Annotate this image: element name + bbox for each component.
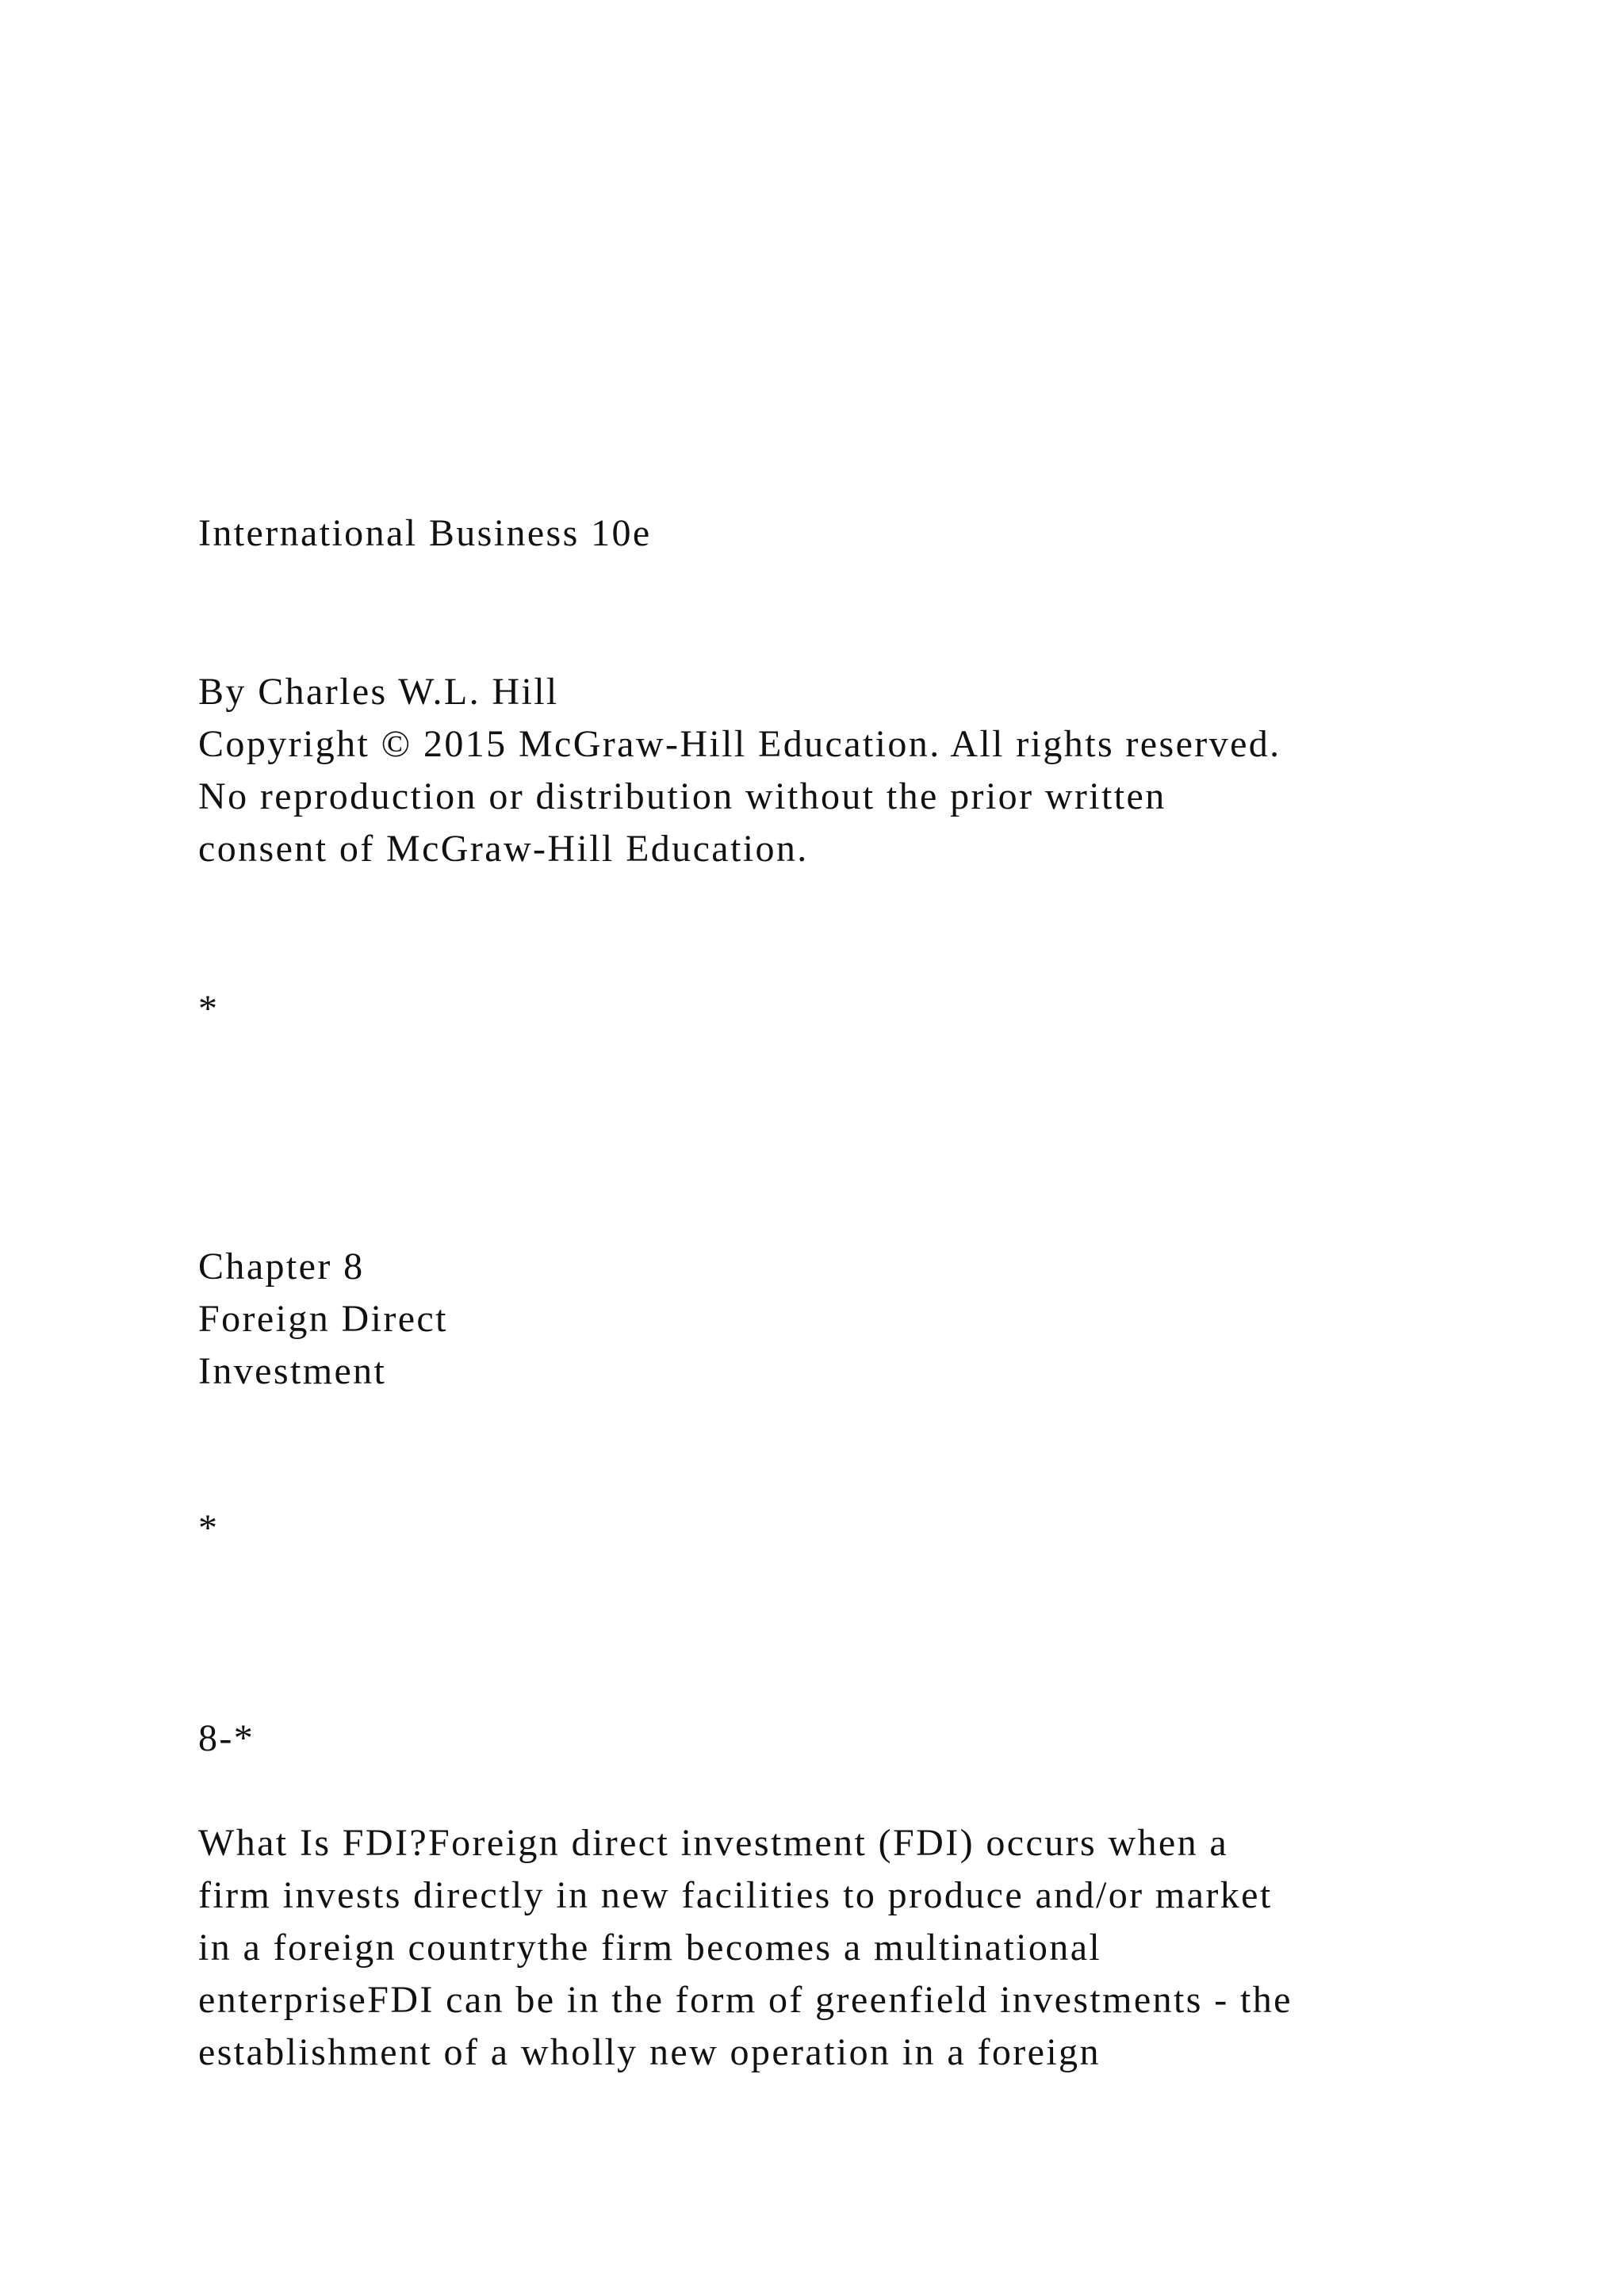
body-line-1: What Is FDI?Foreign direct investment (FDI) occurs when a bbox=[198, 1822, 1229, 1864]
copyright-line-3: consent of McGraw-Hill Education. bbox=[198, 828, 809, 870]
chapter-title-line-1: Foreign Direct bbox=[198, 1298, 448, 1340]
slide-number: 8-* bbox=[198, 1717, 255, 1759]
copyright-line-1: Copyright © 2015 McGraw-Hill Education. All rights reserved. bbox=[198, 723, 1281, 765]
body-line-2: firm invests directly in new facilities to produce and/or market bbox=[198, 1874, 1273, 1916]
body-line-3: in a foreign countrythe firm becomes a multinational bbox=[198, 1927, 1102, 1969]
author-line: By Charles W.L. Hill bbox=[198, 671, 559, 713]
slide-separator-1: * bbox=[198, 988, 220, 1030]
chapter-title-line-2: Investment bbox=[198, 1350, 387, 1392]
copyright-line-2: No reproduction or distribution without the prior written bbox=[198, 775, 1166, 817]
body-line-4: enterpriseFDI can be in the form of greenfield investments - the bbox=[198, 1979, 1293, 2021]
body-line-5: establishment of a wholly new operation in a foreign bbox=[198, 2031, 1101, 2073]
slide-separator-2: * bbox=[198, 1507, 220, 1549]
document-title: International Business 10e bbox=[198, 512, 652, 554]
chapter-number: Chapter 8 bbox=[198, 1246, 365, 1288]
